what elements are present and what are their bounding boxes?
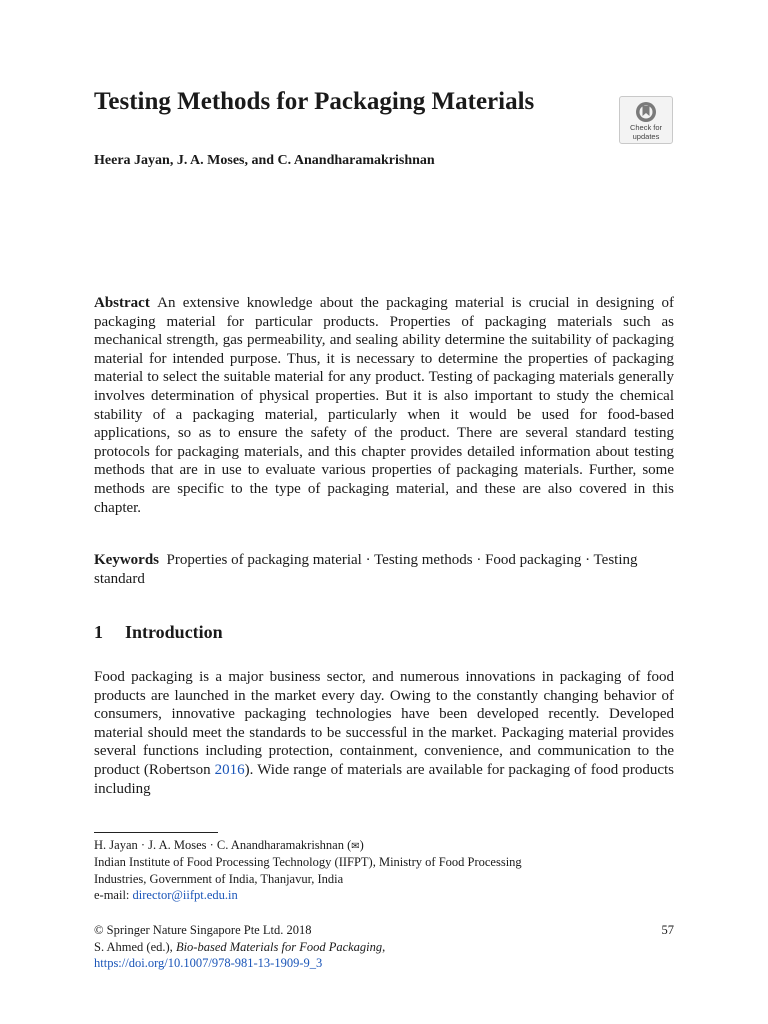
intro-text-continued: ). Wide range of materials are available for packaging of food products including [94, 761, 674, 797]
footnote-authors-close: ) [359, 838, 364, 852]
section-heading [94, 622, 223, 643]
abstract-text: An extensive knowledge about the packaging material is crucial in designing of packaging material for particular products. Properties of packaging materials such as mechanical strength, gas permeability, and sealing ability determine the suitability of packaging material for intended purpose. Thus, it is necessary to determine the properties of packaging material to select the suitable material for any product. Testing of packaging materials generally involves determination of physical properties. But it is also important to study the chemical stability of a packaging material, particularly when it would be used for food-based applications, so as to ensure the safety of the product. There are several standard testing protocols for packaging materials, and this chapter provides detailed information about testing methods that are in use to evaluate various properties of packaging materials. Further, some methods are specific to the type of packaging material, and these are also covered in this chapter. [94, 295, 675, 516]
keywords-text: Properties of packaging material · Testing methods · Food packaging · Testing standard [94, 552, 638, 587]
book-citation [94, 939, 674, 956]
page-number: 57 [661, 923, 674, 937]
footnote-email [94, 887, 674, 904]
doi-link[interactable]: https://doi.org/10.1007/978-981-13-1909-9_3 [94, 956, 323, 970]
author-list: Heera Jayan, J. A. Moses, and C. Anandharamakrishnan [94, 153, 435, 168]
badge-label-line2: updates [632, 132, 660, 141]
section-number: 1 [94, 622, 103, 642]
email-link[interactable]: director@iifpt.edu.in [132, 888, 238, 902]
abstract [94, 294, 674, 517]
citation-link[interactable]: 2016 [214, 761, 245, 778]
keywords [94, 551, 674, 588]
footnote-authors-text: H. Jayan · J. A. Moses · C. Anandharamakrishnan ( [94, 838, 352, 852]
book-title: Bio-based Materials for Food Packaging [175, 940, 383, 954]
check-for-updates-badge[interactable] [619, 96, 673, 144]
email-label: e-mail: [94, 888, 133, 902]
citation-editor: S. Ahmed (ed.), [94, 940, 176, 954]
chapter-title: Testing Methods for Packaging Materials [94, 88, 535, 115]
copyright-line: © Springer Nature Singapore Pte Ltd. 2018 [94, 923, 312, 937]
keywords-label: Keywords [94, 552, 159, 568]
section-title: Introduction [125, 622, 223, 642]
footnote-divider [94, 832, 218, 833]
footnote-affiliation-line1: Indian Institute of Food Processing Technology (IIFPT), Ministry of Food Processing [94, 855, 522, 869]
introduction-paragraph [94, 668, 674, 798]
footnote-authors [94, 837, 674, 855]
footnote-affiliation-line2: Industries, Government of India, Thanjavur, India [94, 872, 344, 886]
citation-suffix: , [382, 940, 386, 954]
abstract-label: Abstract [94, 295, 150, 311]
envelope-icon: ✉ [351, 841, 360, 852]
check-updates-icon [635, 101, 657, 123]
badge-label-line1: Check for [629, 123, 663, 132]
intro-text: Food packaging is a major business sector, and numerous innovations in packaging of food products are launched in the market every day. Owing to the constantly changing behavior of consumers, innovative packaging technologies have been developed recently. Developed material should meet the standards to be successful in the market. Packaging material provides several functions including protection, containment, convenience, and communication to the product (Robertson [94, 669, 674, 778]
